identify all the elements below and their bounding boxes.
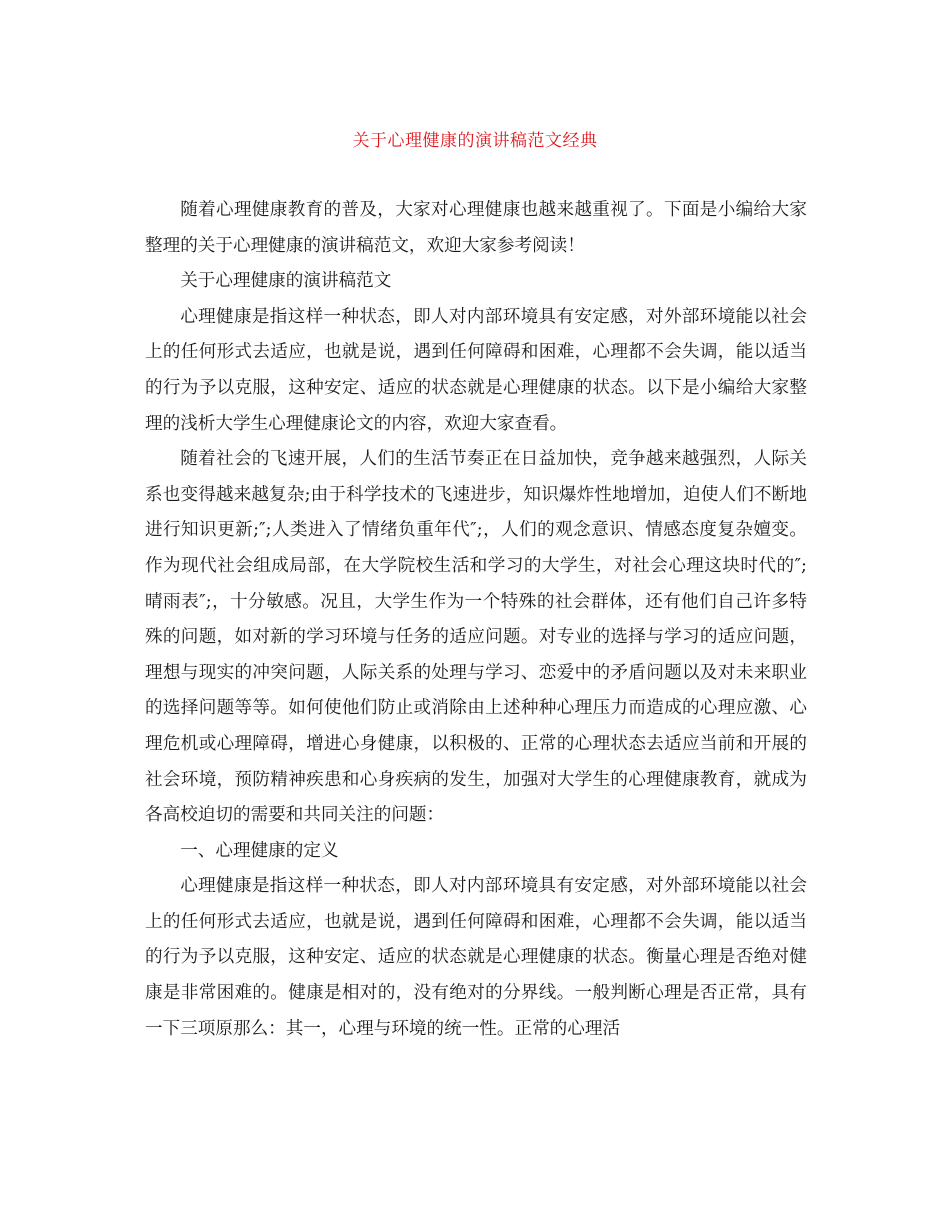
document-title: 关于心理健康的演讲稿范文经典 [352,131,598,151]
body-paragraph: 心理健康是指这样一种状态，即人对内部环境具有安定感，对外部环境能以社会上的任何形式去适应，也就是说，遇到任何障碍和困难，心理都不会失调，能以适当的行为予以克服，这种安定、适应的状态就是心理健康的状态。衡量心理是否绝对健康是非常困难的。健康是相对的，没有绝对的分界线。一般判断心理是否正常，具有一下三项原那么：其一，心理与环境的统一性。正常的心理活 [145,876,807,1039]
section-heading: 一、心理健康的定义 [180,840,339,861]
body-paragraph: 随着社会的飞速开展，人们的生活节奏正在日益加快，竞争越来越强烈，人际关系也变得越来越复杂;由于科学技术的飞速进步，知识爆炸性地增加，迫使人们不断地进行知识更新;″;人类进入了情绪负重年代″;，人们的观念意识、情感态度复杂嬗变。作为现代社会组成局部，在大学院校生活和学习的大学生，对社会心理这块时代的″;晴雨表″;，十分敏感。况且，大学生作为一个特殊的社会群体，还有他们自己许多特殊的问题，如对新的学习环境与任务的适应问题。对专业的选择与学习的适应问题，理想与现实的冲突问题，人际关系的处理与学习、恋爱中的矛盾问题以及对未来职业的选择问题等等。如何使他们防止或消除由上述种种心理压力而造成的心理应激、心理危机或心理障碍，增进心身健康，以积极的、正常的心理状态去适应当前和开展的社会环境，预防精神疾患和心身疾病的发生，加强对大学生的心理健康教育，就成为各高校迫切的需要和共同关注的问题： [145,449,807,826]
document-body [145,193,807,1047]
section-heading: 关于心理健康的演讲稿范文 [180,271,392,292]
body-paragraph: 心理健康是指这样一种状态，即人对内部环境具有安定感，对外部环境能以社会上的任何形式去适应，也就是说，遇到任何障碍和困难，心理都不会失调，能以适当的行为予以克服，这种安定、适应的状态就是心理健康的状态。以下是小编给大家整理的浅析大学生心理健康论文的内容，欢迎大家查看。 [145,306,807,434]
intro-paragraph: 随着心理健康教育的普及，大家对心理健康也越来越重视了。下面是小编给大家整理的关于心理健康的演讲稿范文，欢迎大家参考阅读！ [145,200,807,256]
